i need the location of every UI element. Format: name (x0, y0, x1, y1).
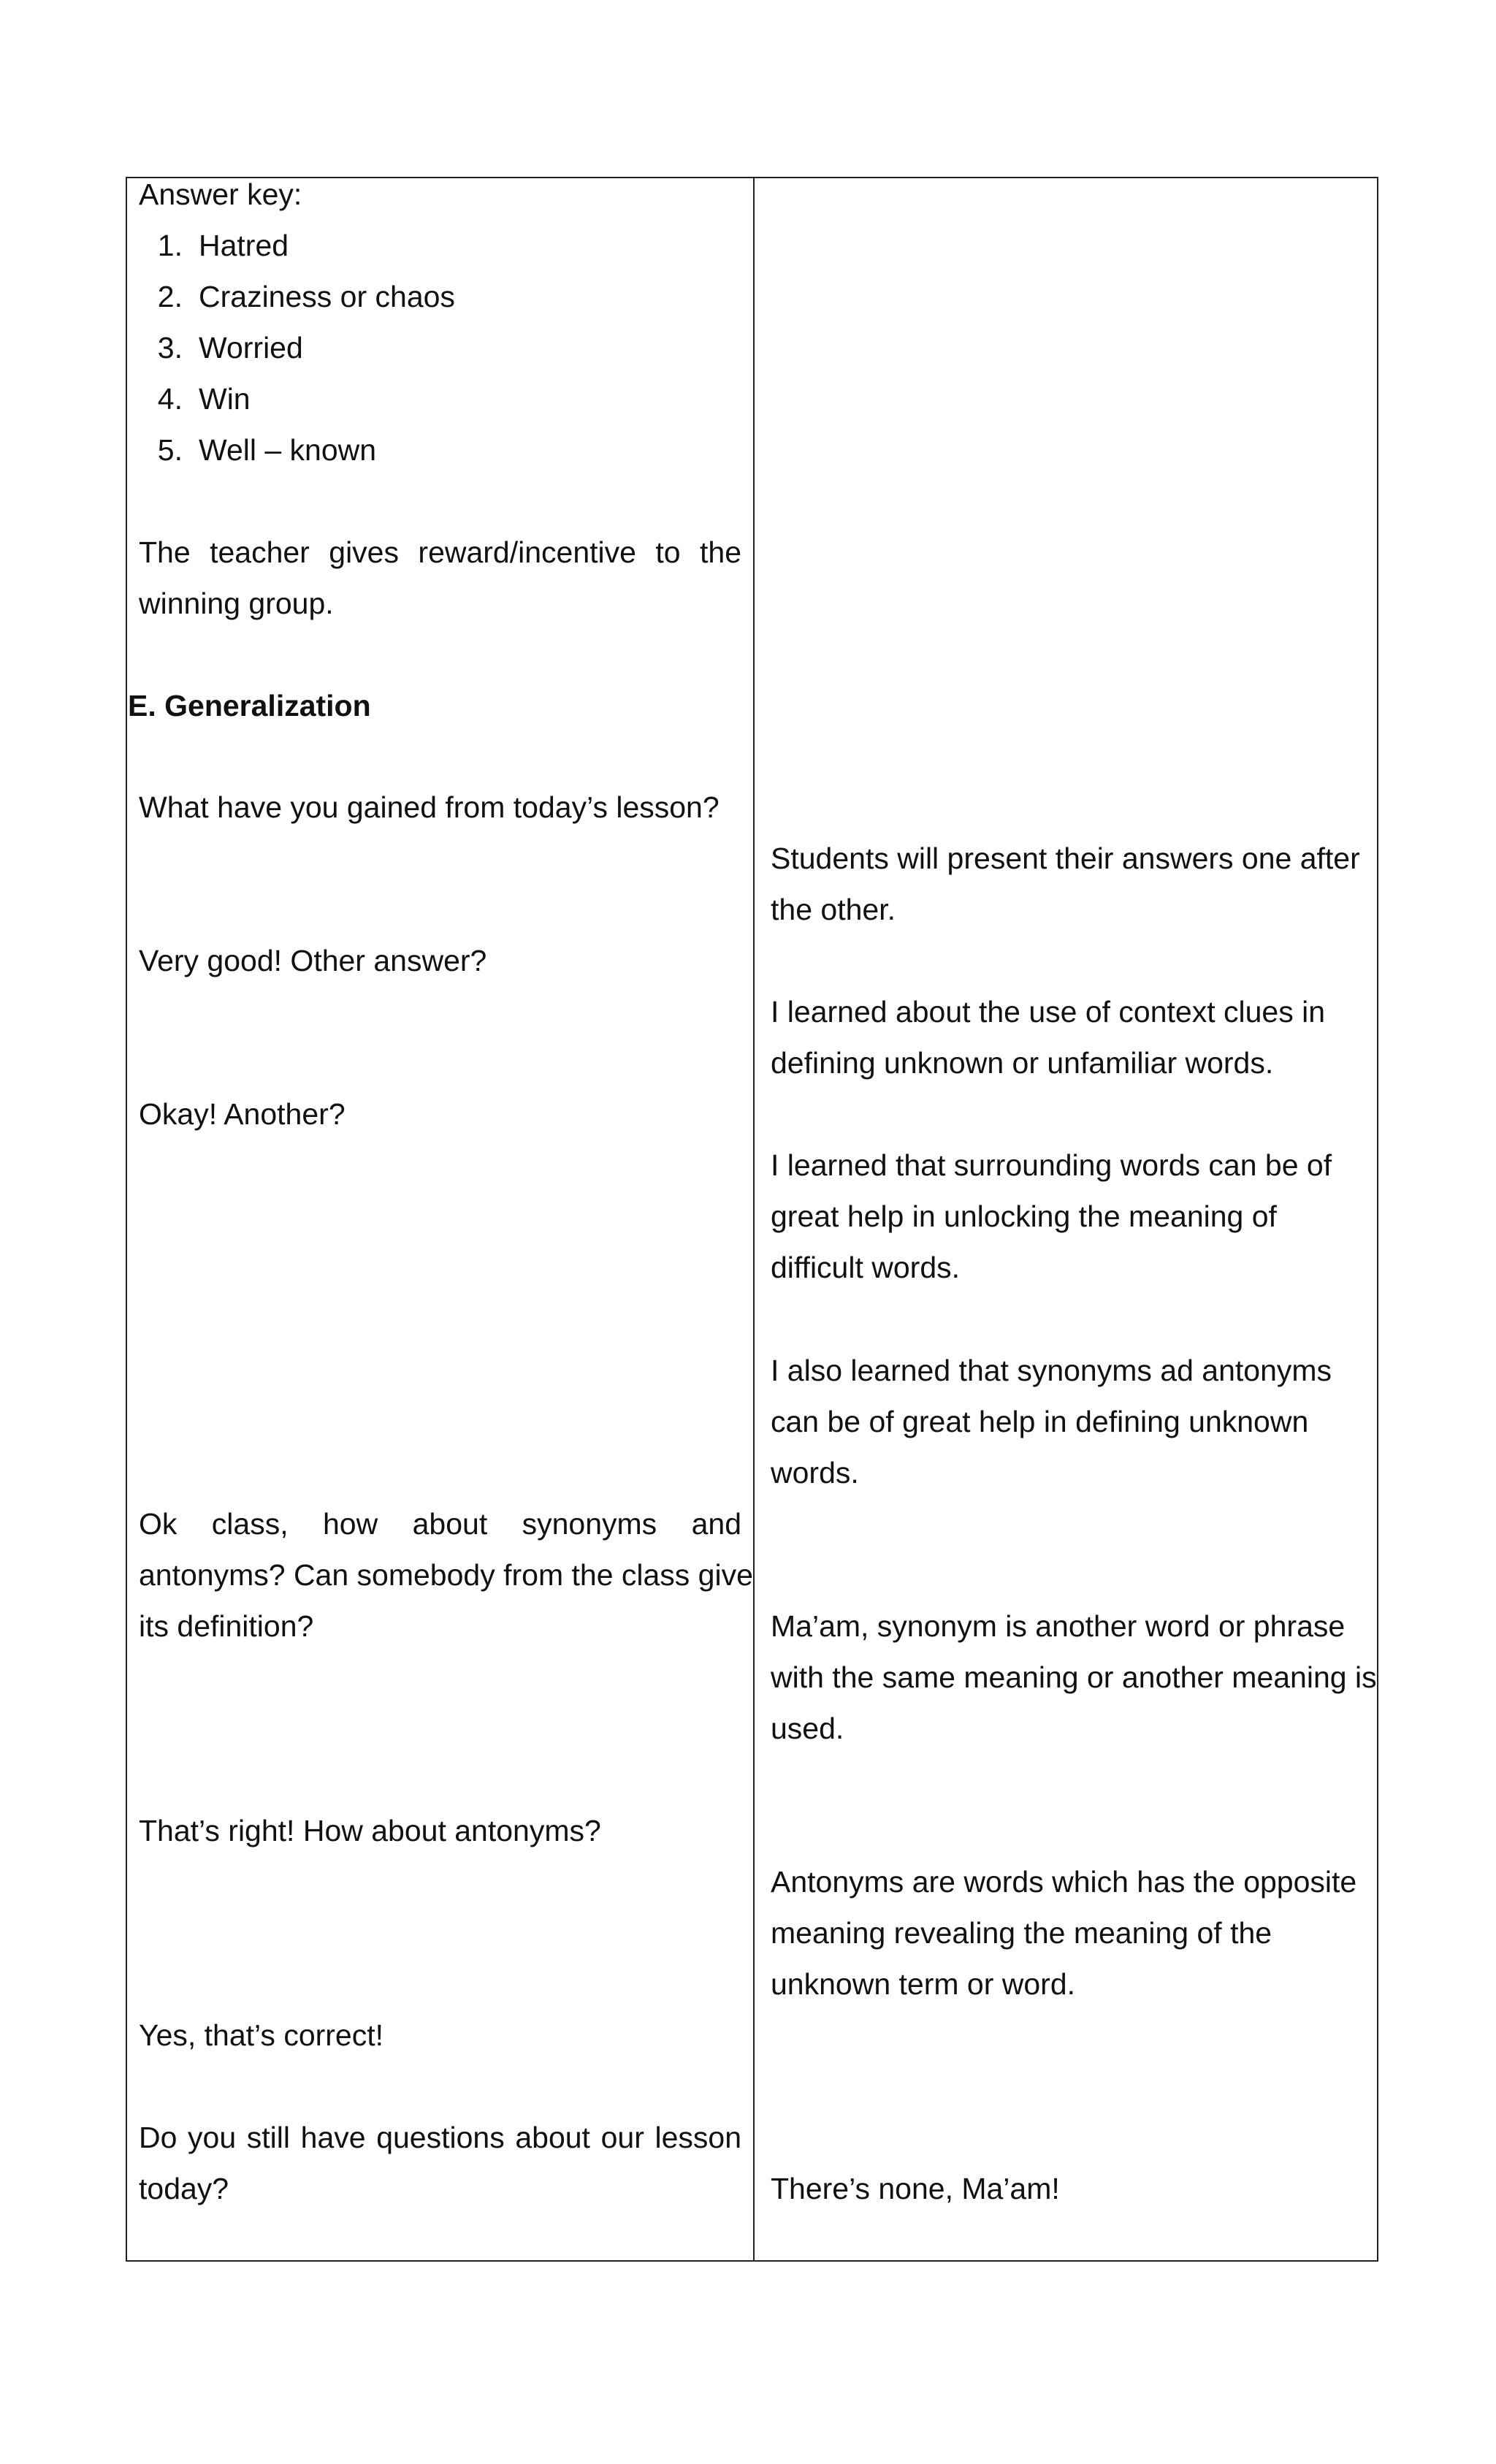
teacher-prompt: Yes, that’s correct! (139, 2018, 384, 2052)
teacher-question: today? (139, 2172, 229, 2205)
student-answer: the other. (771, 893, 896, 926)
answer-number: 4. (157, 382, 183, 416)
student-answer: I also learned that synonyms ad antonyms (771, 1354, 1332, 1387)
student-answer: defining unknown or unfamiliar words. (771, 1046, 1274, 1080)
reward-text: The teacher gives reward/incentive to the (139, 535, 741, 569)
student-answer: unknown term or word. (771, 1967, 1076, 2001)
teacher-prompt: Very good! Other answer? (139, 944, 487, 977)
reward-text: winning group. (139, 587, 334, 620)
student-answer: Antonyms are words which has the opposite (771, 1865, 1357, 1899)
answer-number: 3. (157, 331, 183, 365)
answer-text: Win (199, 382, 251, 416)
student-answer: can be of great help in defining unknown (771, 1405, 1309, 1438)
answer-number: 2. (157, 280, 183, 313)
answer-number: 5. (157, 433, 183, 467)
section-heading: E. Generalization (128, 689, 371, 722)
answer-item (139, 226, 289, 264)
student-answer: There’s none, Ma’am! (771, 2172, 1060, 2205)
teacher-question: its definition? (139, 1609, 314, 1643)
answer-item (139, 278, 455, 316)
answer-text: Craziness or chaos (199, 280, 455, 313)
column-divider (753, 178, 755, 2260)
teacher-question: antonyms? Can somebody from the class give (139, 1558, 753, 1592)
student-answer: I learned that surrounding words can be of (771, 1148, 1332, 1182)
student-answer: with the same meaning or another meaning is (771, 1660, 1377, 1694)
student-answer: Ma’am, synonym is another word or phrase (771, 1609, 1346, 1643)
answer-item (139, 380, 251, 418)
answer-key-label: Answer key: (139, 178, 302, 211)
student-answer: meaning revealing the meaning of the (771, 1916, 1272, 1950)
answer-item (139, 431, 376, 469)
teacher-prompt: Okay! Another? (139, 1097, 346, 1131)
teacher-question: That’s right! How about antonyms? (139, 1814, 601, 1847)
student-answer: I learned about the use of context clues in (771, 995, 1326, 1029)
student-answer: words. (771, 1456, 859, 1490)
answer-text: Hatred (199, 229, 289, 262)
answer-text: Well – known (199, 433, 377, 467)
answer-text: Worried (199, 331, 303, 365)
student-answer: difficult words. (771, 1251, 961, 1284)
teacher-question: Ok class, how about synonyms and (139, 1507, 741, 1541)
teacher-question: What have you gained from today’s lesson? (139, 790, 720, 824)
answer-number: 1. (157, 229, 183, 262)
answer-item (139, 329, 303, 367)
student-answer: used. (771, 1712, 844, 1745)
teacher-question: Do you still have questions about our lesson (139, 2121, 741, 2154)
student-answer: great help in unlocking the meaning of (771, 1199, 1277, 1233)
student-answer: Students will present their answers one after (771, 842, 1360, 875)
